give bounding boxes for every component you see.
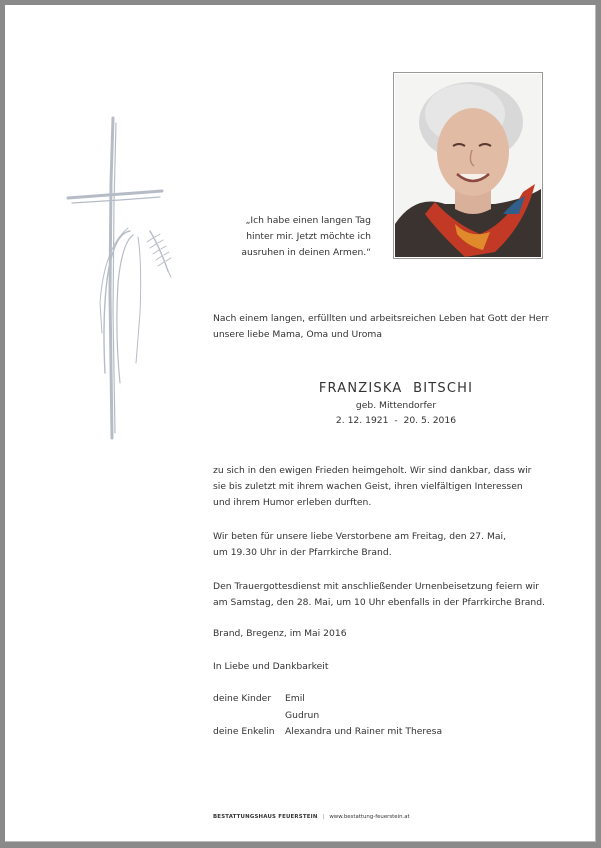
- deceased-block: [213, 380, 579, 428]
- quote-line: ausruhen in deinen Armen.“: [241, 246, 371, 258]
- paragraph-line: sie bis zuletzt mit ihrem wachen Geist, ihren vielfältigen Interessen: [213, 481, 523, 492]
- intro-line: Nach einem langen, erfüllten und arbeitsreichen Leben hat Gott der Herr: [213, 313, 549, 324]
- paragraph-line: und ihrem Humor erleben durften.: [213, 497, 372, 508]
- mourner-relation: deine Enkelin: [213, 726, 275, 738]
- maiden-name: geb. Mittendorfer: [355, 400, 437, 411]
- intro-text: [213, 311, 573, 343]
- deceased-name: FRANZISKA BITSCHI: [318, 381, 474, 396]
- portrait-photo: [393, 72, 543, 259]
- mourner-row: [213, 724, 442, 741]
- life-dates: 2. 12. 1921 - 20. 5. 2016: [335, 415, 457, 426]
- place-date: [213, 626, 573, 642]
- mourner-row: [213, 708, 442, 725]
- intro-line: unsere liebe Mama, Oma und Uroma: [213, 329, 383, 340]
- place-date-text: Brand, Bregenz, im Mai 2016: [213, 628, 347, 639]
- mourner-name: Gudrun: [285, 709, 320, 721]
- closing-text: In Liebe und Dankbarkeit: [213, 661, 329, 672]
- quote-line: hinter mir. Jetzt möchte ich: [246, 230, 371, 242]
- mourner-name: Alexandra und Rainer mit Theresa: [285, 726, 443, 738]
- paragraph-line: Den Trauergottesdienst mit anschließender Urnenbeisetzung feiern wir: [213, 581, 540, 592]
- footer-separator: |: [322, 814, 325, 820]
- paragraph-prayer: [213, 529, 573, 561]
- footer: [213, 814, 410, 820]
- cross-with-wheat-icon: [60, 113, 180, 443]
- mourner-relation: [213, 708, 285, 725]
- closing: [213, 659, 573, 675]
- paragraph-thanks: [213, 463, 573, 511]
- paragraph-line: um 19.30 Uhr in der Pfarrkirche Brand.: [213, 547, 392, 558]
- quote-line: „Ich habe einen langen Tag: [245, 215, 371, 226]
- mourner-relation: deine Kinder: [213, 693, 272, 704]
- mourner-row: [213, 691, 442, 708]
- paragraph-line: zu sich in den ewigen Frieden heimgeholt. Wir sind dankbar, dass wir: [213, 465, 532, 476]
- obituary-page: [5, 5, 596, 842]
- paragraph-line: Wir beten für unsere liebe Verstorbene am Freitag, den 27. Mai,: [213, 531, 507, 542]
- mourner-name: Emil: [285, 693, 305, 704]
- paragraph-service: [213, 579, 573, 611]
- paragraph-line: am Samstag, den 28. Mai, um 10 Uhr ebenfalls in der Pfarrkirche Brand.: [213, 597, 545, 608]
- footer-url[interactable]: www.bestattung-feuerstein.at: [329, 814, 410, 820]
- footer-brand: BESTATTUNGSHAUS FEUERSTEIN: [213, 814, 318, 820]
- mourners-list: [213, 691, 442, 741]
- quote: [225, 213, 371, 260]
